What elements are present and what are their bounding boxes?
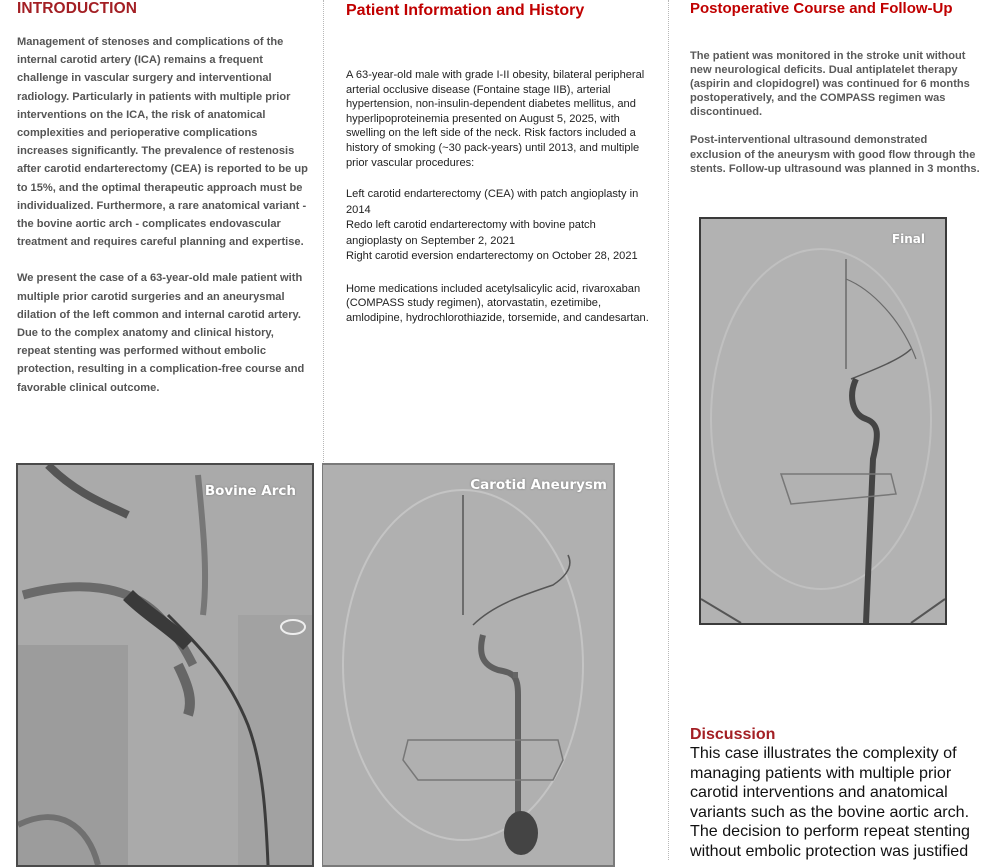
patient-history-paragraph: A 63-year-old male with grade I-II obesity, bilateral peripheral arterial occlusive disease (Fontaine stage IIB), arterial hypertension, non-insulin-dependent diabetes mellitus, and hyperlipoproteinemia presented on August 5, 2025, with swelling on the left side of the neck. Risk factors included a history of smoking (~30 pack-years) until 2013, and multiple prior vascular procedures:: [346, 69, 645, 169]
angiogram-bovine-arch-image: [18, 465, 312, 865]
introduction-paragraph-1: Management of stenoses and complications of the internal carotid artery (ICA) remains a frequent challenge in vascular surgery and interventional radiology. Particularly in patients with multiple prior interventions on the ICA, the risk of anatomical complexities and perioperative complications increases significantly. The prevalence of restenosis after carotid endarterectomy (CEA) is reported to be up to 15%, and the optimal therapeutic approach must be individualized. Furthermore, a rare anatomical variant - the bovine aortic arch - complicates endovascular treatment and requires careful planning and expertise.: [17, 36, 308, 249]
figure-final: [699, 217, 947, 625]
introduction-title: INTRODUCTION: [17, 0, 138, 17]
postoperative-title: Postoperative Course and Follow-Up: [690, 0, 953, 17]
procedure-item: Left carotid endarterectomy (CEA) with patch angioplasty in 2014: [346, 188, 639, 216]
procedure-list: [346, 187, 651, 265]
column-divider-2: [668, 0, 669, 860]
figure-carotid-aneurysm: [322, 463, 615, 867]
patient-history-section: [346, 0, 651, 325]
introduction-paragraph-2: We present the case of a 63-year-old male patient with multiple prior carotid surgeries and an aneurysmal dilation of the left common and internal carotid artery. Due to the complex anatomy and clinical history, repeat stenting was performed without embolic protection, resulting in a complication-free course and favorable clinical outcome.: [17, 272, 305, 394]
postoperative-section: [690, 0, 980, 176]
patient-history-title: Patient Information and History: [346, 2, 585, 19]
discussion-text: This case illustrates the complexity of managing patients with multiple prior carotid interventions and anatomical variants such as the bovine aortic arch. The decision to perform repeat stenting without embolic protection was justified: [690, 744, 971, 860]
angiogram-carotid-aneurysm-image: [323, 465, 613, 865]
figure-label: Final: [891, 232, 925, 246]
figure-bovine-arch: [16, 463, 314, 867]
procedure-item: Redo left carotid endarterectomy with bovine patch angioplasty on September 2, 2021: [346, 219, 596, 247]
procedure-item: Right carotid eversion endarterectomy on October 28, 2021: [346, 250, 638, 263]
angiogram-final-image: [701, 219, 945, 623]
figure-label: Bovine Arch: [204, 483, 296, 499]
figure-label: Carotid Aneurysm: [470, 477, 607, 493]
introduction-section: [17, 0, 309, 397]
postoperative-paragraph-1: The patient was monitored in the stroke unit without new neurological deficits. Dual antiplatelet therapy (aspirin and clopidogrel) was continued for 6 months postoperatively, and the COMPASS regimen was discontinued.: [690, 50, 970, 119]
discussion-section: [690, 726, 982, 861]
postoperative-paragraph-2: Post-interventional ultrasound demonstrated exclusion of the aneurysm with good flow through the stents. Follow-up ultrasound was planned in 3 months.: [690, 134, 980, 175]
discussion-title: Discussion: [690, 726, 776, 743]
medications-paragraph: Home medications included acetylsalicylic acid, rivaroxaban (COMPASS study regimen), atorvastatin, ezetimibe, amlodipine, hydrochlorothiazide, torsemide, and candesartan.: [346, 282, 649, 324]
